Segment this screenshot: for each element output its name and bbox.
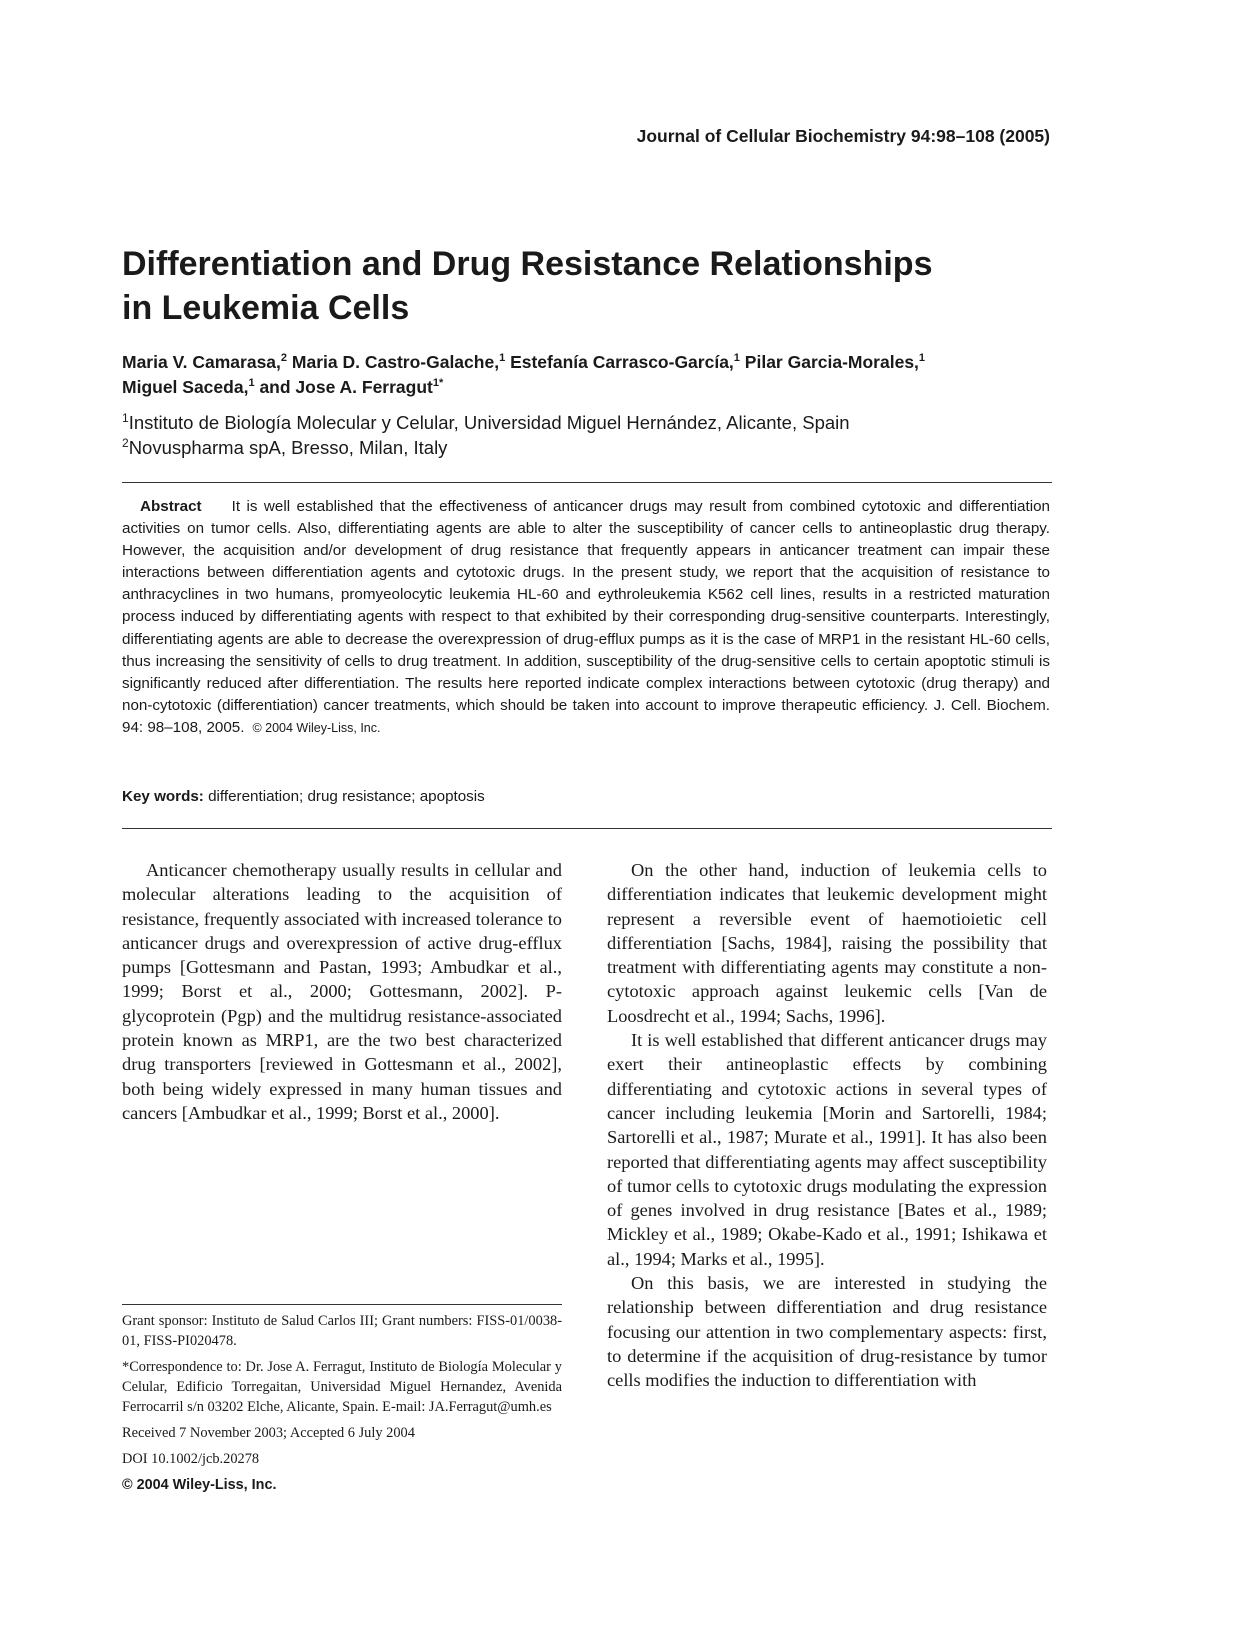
abstract-bottom-divider	[122, 828, 1052, 829]
title-line-2: in Leukemia Cells	[122, 289, 410, 327]
affiliation-mark: 1	[122, 410, 129, 425]
affiliation-2	[122, 435, 1042, 460]
author-name: Maria D. Castro-Galache,	[291, 352, 500, 372]
author-name: Maria V. Camarasa,	[122, 352, 281, 372]
footnote-copyright: © 2004 Wiley-Liss, Inc.	[122, 1477, 277, 1493]
affiliation-mark: 2	[122, 435, 129, 450]
journal-header: Journal of Cellular Biochemistry 94:98–108 (2005)	[636, 126, 1050, 146]
body-column-left	[122, 858, 562, 1125]
abstract-text: It is well established that the effectiveness of anticancer drugs may result from combined cytotoxic and differentiation activities on tumor cells. Also, differentiating agents are able to alter the susceptibility of cancer cells to antineoplastic drug therapy. However, the acquisition and/or development of drug resistance that frequently appears in anticancer treatment can impair these interactions between differentiation agents and cytotoxic drugs. In the present study, we report that the acquisition of resistance to anthracyclines in two humans, promyeolocytic leukemia HL-60 and eythroleukemia K562 cell lines, results in a restricted maturation process induced by differentiating agents with respect to that exhibited by their corresponding drug-sensitive counterparts. Interestingly, differentiating agents are able to decrease the overexpression of drug-efflux pumps as it is the case of MRP1 in the resistant HL-60 cells, thus increasing the sensitivity of cells to drug treatment. In addition, susceptibility of the drug-sensitive cells to certain apoptotic stimuli is significantly reduced after differentiation. The results here reported indicate complex interactions between cytotoxic (drug therapy) and non-cytotoxic (differentiation) cancer treatments, which should be taken into account to improve therapeutic efficiency. J. Cell. Biochem. 94: 98–108, 2005.	[122, 498, 1050, 736]
affiliation-1	[122, 410, 1042, 435]
affiliations	[122, 410, 1042, 460]
footnote-grant: Grant sponsor: Instituto de Salud Carlos III; Grant numbers: FISS-01/0038-01, FISS-PI020478.	[122, 1313, 562, 1349]
footnote-doi: DOI 10.1002/jcb.20278	[122, 1451, 260, 1467]
abstract-label: Abstract	[140, 498, 202, 515]
footnote-correspondence: *Correspondence to: Dr. Jose A. Ferragut, Instituto de Biología Molecular y Celular, Edificio Torregaitan, Universidad Miguel Hernandez, Avenida Ferrocarril s/n 03202 Elche, Alicante, Spain. E-mail: JA.Ferragut@umh.es	[122, 1359, 562, 1415]
affiliation-text: Novuspharma spA, Bresso, Milan, Italy	[128, 437, 448, 458]
abstract-copyright: © 2004 Wiley-Liss, Inc.	[252, 720, 381, 735]
author-affiliation-mark: 1*	[432, 377, 444, 390]
author-affiliation-mark: 1	[733, 352, 740, 365]
keywords-text: differentiation; drug resistance; apoptosis	[208, 788, 485, 805]
author-affiliation-mark: 1	[918, 352, 926, 365]
body-paragraph: On the other hand, induction of leukemia cells to differentiation indicates that leukemic development might represent a reversible event of haemotioietic cell differentiation [Sachs, 1984], raising the possibility that treatment with differentiating agents may constitute a non-cytotoxic approach against leukemic cells [Van de Loosdrecht et al., 1994; Sachs, 1996].	[607, 860, 1047, 1026]
title-line-1: Differentiation and Drug Resistance Relationships	[122, 245, 933, 283]
body-paragraph: Anticancer chemotherapy usually results in cellular and molecular alterations leading to the acquisition of resistance, frequently associated with increased tolerance to anticancer drugs and overexpression of active drug-efflux pumps [Gottesmann and Pastan, 1993; Ambudkar et al., 1999; Borst et al., 2000; Gottesmann, 2002]. P-glycoprotein (Pgp) and the multidrug resistance-associated protein known as MRP1, are the two best characterized drug transporters [reviewed in Gottesmann et al., 2002], both being widely expressed in many human tissues and cancers [Ambudkar et al., 1999; Borst et al., 2000].	[122, 860, 562, 1123]
author-affiliation-mark: 2	[280, 352, 288, 365]
body-column-right	[607, 858, 1047, 1393]
author-affiliation-mark: 1	[248, 377, 255, 390]
article-title	[122, 242, 1022, 330]
body-paragraph: It is well established that different anticancer drugs may exert their antineoplastic effects by combining differentiating and cytotoxic actions in several types of cancer including leukemia [Morin and Sartorelli, 1984; Sartorelli et al., 1987; Murate et al., 1991]. It has also been reported that differentiating agents may affect susceptibility of tumor cells to cytotoxic drugs modulating the expression of genes involved in drug resistance [Bates et al., 1989; Mickley et al., 1989; Okabe-Kado et al., 1991; Ishikawa et al., 1994; Marks et al., 1995].	[607, 1030, 1047, 1269]
author-name: and Jose A. Ferragut	[259, 377, 433, 397]
footnotes	[122, 1311, 562, 1501]
author-list	[122, 350, 1042, 400]
keywords-label: Key words:	[122, 788, 204, 805]
keywords	[122, 788, 1050, 805]
footnote-received: Received 7 November 2003; Accepted 6 July 2004	[122, 1425, 415, 1441]
abstract	[122, 496, 1050, 739]
abstract-top-divider	[122, 482, 1052, 483]
footnote-divider	[122, 1304, 562, 1305]
body-paragraph: On this basis, we are interested in studying the relationship between differentiation and drug resistance focusing our attention in two complementary aspects: first, to determine if the acquisition of drug-resistance by tumor cells modifies the induction to differentiation with	[607, 1273, 1047, 1391]
author-name: Estefanía Carrasco-García,	[510, 352, 734, 372]
author-name: Miguel Saceda,	[122, 377, 249, 397]
author-name: Pilar Garcia-Morales,	[744, 352, 919, 372]
affiliation-text: Instituto de Biología Molecular y Celular, Universidad Miguel Hernández, Alicante, Spain	[128, 412, 850, 433]
author-affiliation-mark: 1	[499, 352, 506, 365]
